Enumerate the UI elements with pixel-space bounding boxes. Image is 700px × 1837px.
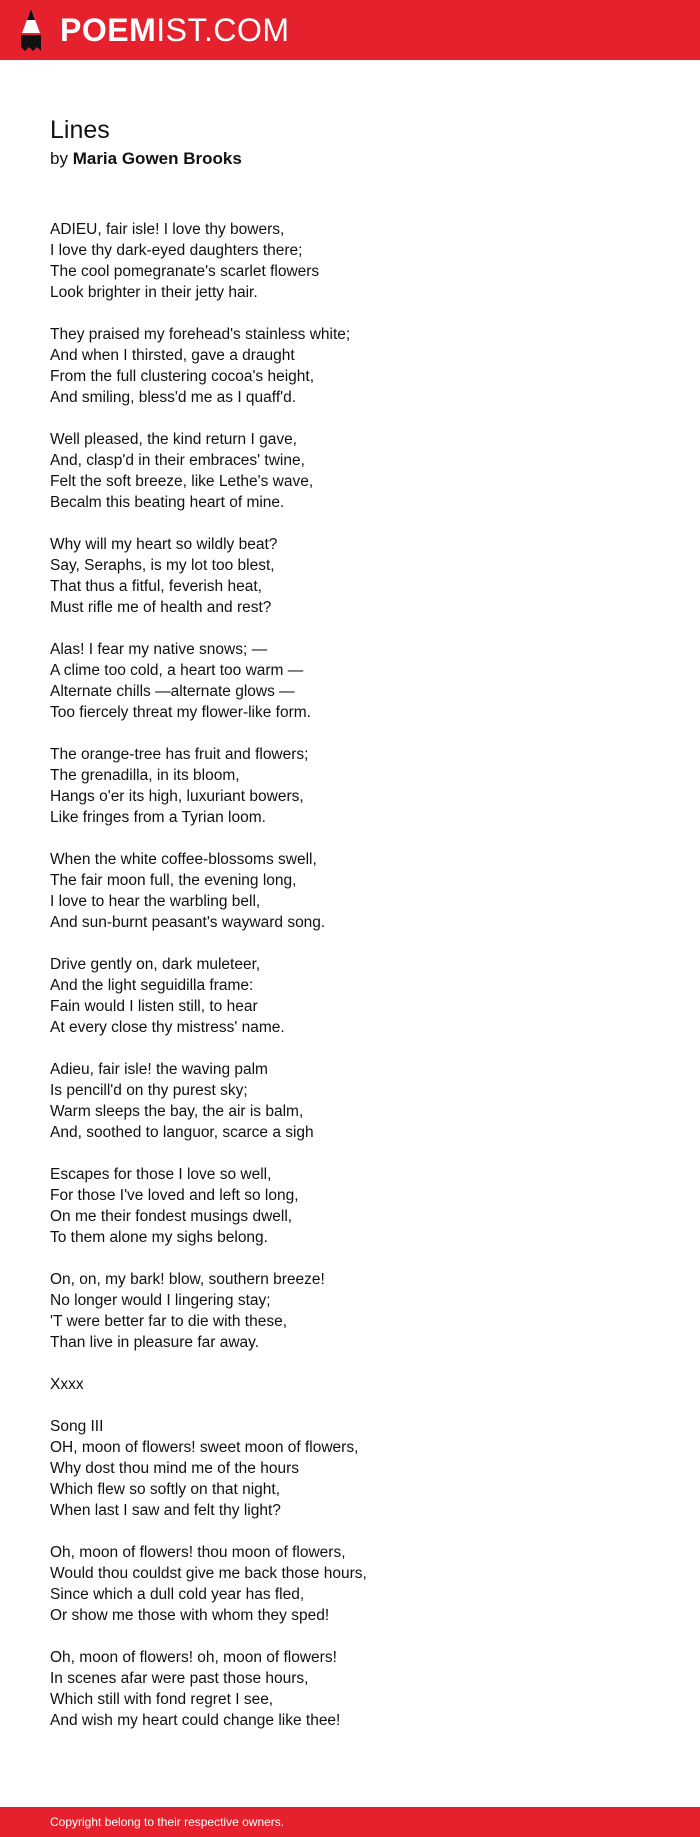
poem-line: Is pencill'd on thy purest sky; xyxy=(50,1082,248,1099)
poem-line: And the light seguidilla frame: xyxy=(50,977,254,994)
pencil-tip-icon xyxy=(16,7,46,53)
logo-light-text: IST.COM xyxy=(156,12,290,48)
poem-line: Drive gently on, dark muleteer, xyxy=(50,956,261,973)
poem-line: Since which a dull cold year has fled, xyxy=(50,1586,305,1603)
poem-line: I love to hear the warbling bell, xyxy=(50,893,261,910)
poem-line: Than live in pleasure far away. xyxy=(50,1334,260,1351)
poem-line: Song III xyxy=(50,1418,104,1435)
logo-wordmark xyxy=(60,0,290,60)
poem-line: No longer would I lingering stay; xyxy=(50,1292,271,1309)
poem-line: Which still with fond regret I see, xyxy=(50,1691,274,1708)
poem-line: And, clasp'd in their embraces' twine, xyxy=(50,452,305,469)
poem-line: From the full clustering cocoa's height, xyxy=(50,368,314,385)
poem-line: Warm sleeps the bay, the air is balm, xyxy=(50,1103,304,1120)
poem-line: The grenadilla, in its bloom, xyxy=(50,767,240,784)
poem-line: On, on, my bark! blow, southern breeze! xyxy=(50,1271,325,1288)
poem-line: When the white coffee-blossoms swell, xyxy=(50,851,317,868)
byline xyxy=(50,147,650,171)
poem-line: Felt the soft breeze, like Lethe's wave, xyxy=(50,473,314,490)
stanza-gap xyxy=(50,408,650,429)
poem-line: OH, moon of flowers! sweet moon of flowers, xyxy=(50,1439,359,1456)
stanza-gap xyxy=(50,618,650,639)
poem-line: The orange-tree has fruit and flowers; xyxy=(50,746,309,763)
poem-line: Oh, moon of flowers! oh, moon of flowers! xyxy=(50,1649,337,1666)
site-footer xyxy=(0,1807,700,1837)
poem-line: Like fringes from a Tyrian loom. xyxy=(50,809,266,826)
poem-line: Well pleased, the kind return I gave, xyxy=(50,431,297,448)
poem-line: 'T were better far to die with these, xyxy=(50,1313,288,1330)
poem-line: A clime too cold, a heart too warm — xyxy=(50,662,304,679)
poem-line: Say, Seraphs, is my lot too blest, xyxy=(50,557,275,574)
site-header xyxy=(0,0,700,60)
poem-line: The cool pomegranate's scarlet flowers xyxy=(50,263,320,280)
poem-line: For those I've loved and left so long, xyxy=(50,1187,299,1204)
poem-line: Why dost thou mind me of the hours xyxy=(50,1460,299,1477)
poem-line: Too fiercely threat my flower-like form. xyxy=(50,704,311,721)
poem-line: Hangs o'er its high, luxuriant bowers, xyxy=(50,788,304,805)
poem-line: On me their fondest musings dwell, xyxy=(50,1208,293,1225)
logo-bold-text: POEM xyxy=(60,12,157,48)
stanza-gap xyxy=(50,723,650,744)
poem-line: In scenes afar were past those hours, xyxy=(50,1670,309,1687)
stanza-gap xyxy=(50,1143,650,1164)
poem-line: Alas! I fear my native snows; — xyxy=(50,641,268,658)
poem-line: I love thy dark-eyed daughters there; xyxy=(50,242,303,259)
poem-line: Becalm this beating heart of mine. xyxy=(50,494,285,511)
poem-line: And when I thirsted, gave a draught xyxy=(50,347,295,364)
poem-body xyxy=(50,219,650,1731)
poem-line: At every close thy mistress' name. xyxy=(50,1019,285,1036)
poem-line: Xxxx xyxy=(50,1376,84,1393)
stanza-gap xyxy=(50,1395,650,1416)
stanza-gap xyxy=(50,303,650,324)
poem-line: Adieu, fair isle! the waving palm xyxy=(50,1061,268,1078)
stanza-gap xyxy=(50,1626,650,1647)
poem-line: The fair moon full, the evening long, xyxy=(50,872,297,889)
stanza-gap xyxy=(50,513,650,534)
stanza-gap xyxy=(50,1353,650,1374)
stanza-gap xyxy=(50,1248,650,1269)
poem-line: And, soothed to languor, scarce a sigh xyxy=(50,1124,314,1141)
stanza-gap xyxy=(50,828,650,849)
poem-line: Why will my heart so wildly beat? xyxy=(50,536,278,553)
poem-heading xyxy=(50,113,650,171)
by-label: by xyxy=(50,149,68,168)
poem-line: Escapes for those I love so well, xyxy=(50,1166,272,1183)
poem-line: They praised my forehead's stainless white; xyxy=(50,326,351,343)
poem-title: Lines xyxy=(50,116,110,144)
poem-line: And smiling, bless'd me as I quaff'd. xyxy=(50,389,297,406)
poem-line: Look brighter in their jetty hair. xyxy=(50,284,258,301)
poem-line: When last I saw and felt thy light? xyxy=(50,1502,281,1519)
stanza-gap xyxy=(50,1038,650,1059)
poem-line: Or show me those with whom they sped! xyxy=(50,1607,330,1624)
poem-line: Oh, moon of flowers! thou moon of flowers, xyxy=(50,1544,346,1561)
poem-line: And sun-burnt peasant's wayward song. xyxy=(50,914,326,931)
poem-line: ADIEU, fair isle! I love thy bowers, xyxy=(50,221,285,238)
stanza-gap xyxy=(50,933,650,954)
poem-line: Would thou couldst give me back those hours, xyxy=(50,1565,367,1582)
poem-line: Which flew so softly on that night, xyxy=(50,1481,281,1498)
poem-line: To them alone my sighs belong. xyxy=(50,1229,268,1246)
poem-line: That thus a fitful, feverish heat, xyxy=(50,578,262,595)
author-name[interactable]: Maria Gowen Brooks xyxy=(72,149,242,168)
poem-line: Alternate chills —alternate glows — xyxy=(50,683,295,700)
copyright-text: Copyright belong to their respective owners. xyxy=(50,1815,285,1829)
stanza-gap xyxy=(50,1521,650,1542)
poem-line: Must rifle me of health and rest? xyxy=(50,599,272,616)
poem-line: Fain would I listen still, to hear xyxy=(50,998,258,1015)
site-logo[interactable] xyxy=(16,0,290,60)
poem-line: And wish my heart could change like thee! xyxy=(50,1712,341,1729)
